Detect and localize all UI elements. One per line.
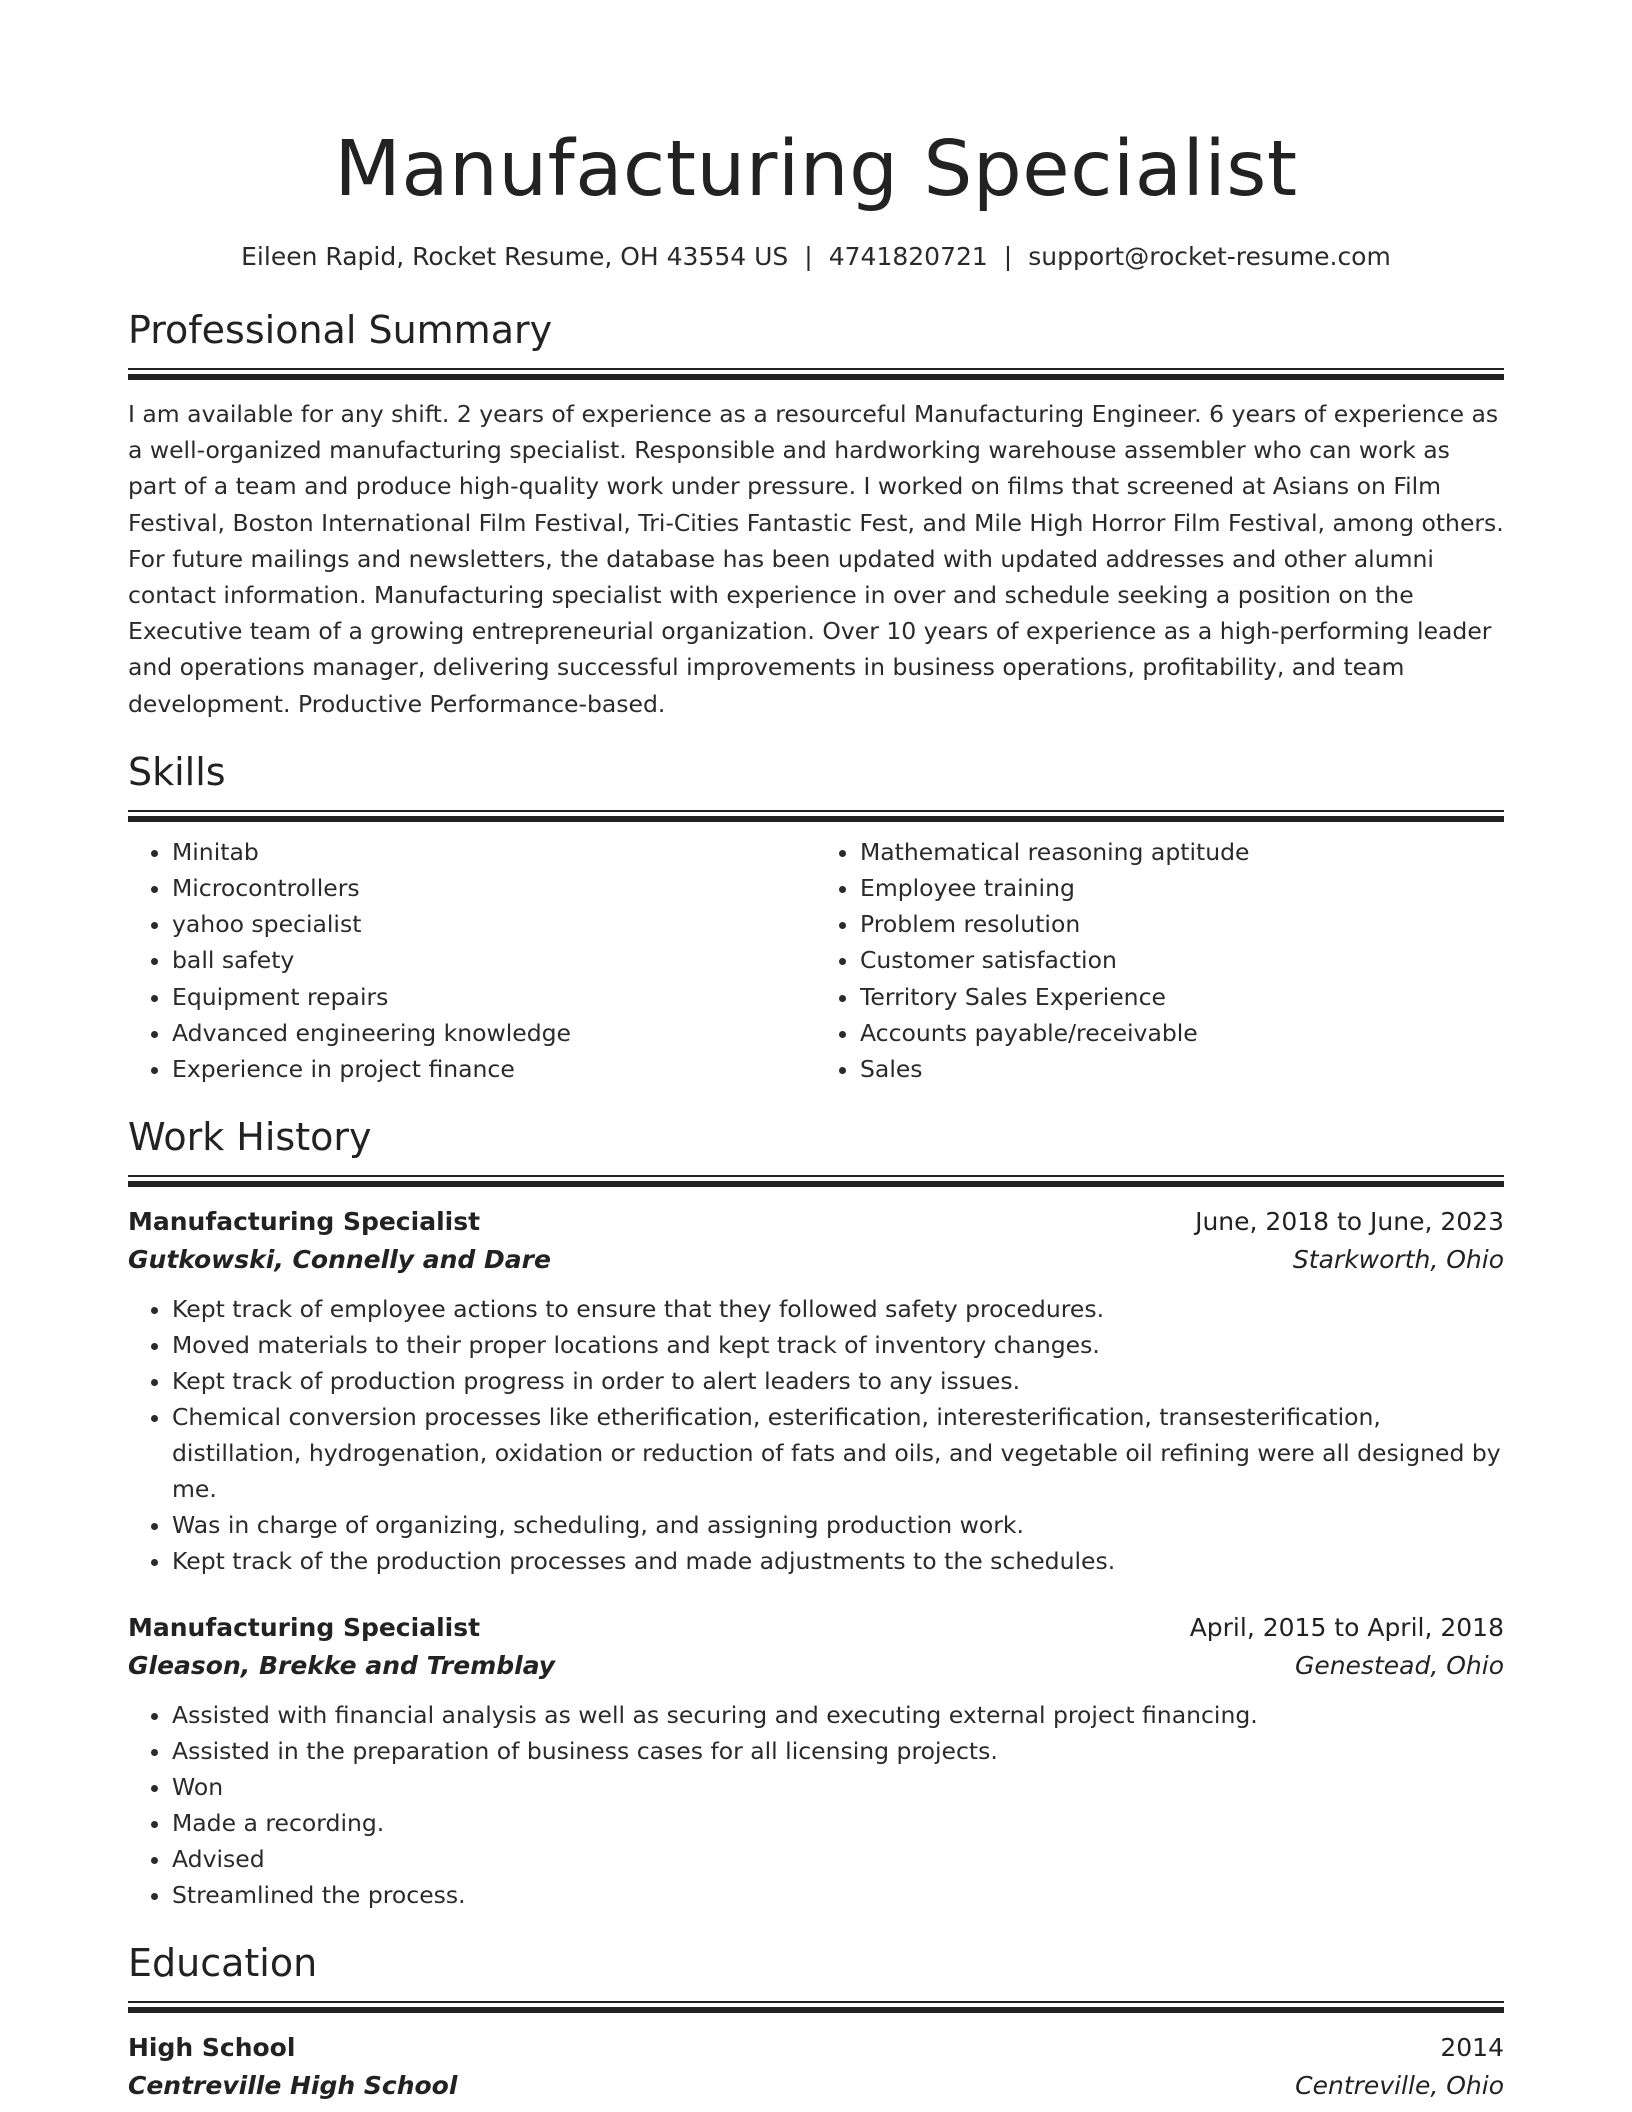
job-bullet: • Streamlined the process. [172,1877,1504,1913]
section-divider [128,1175,1504,1187]
job-bullet: • Kept track of the production processes and made adjustments to the schedules. [172,1543,1504,1579]
contact-address: Eileen Rapid, Rocket Resume, OH 43554 US [241,242,789,271]
job-title: Manufacturing Specialist [128,1613,481,1643]
section-divider [128,810,1504,822]
skill-item: • Equipment repairs [172,979,816,1015]
skills-heading: Skills [128,749,226,794]
education-location: Centreville, Ohio [1295,2071,1504,2101]
education-section [128,1939,1504,2105]
job-bullets [128,1291,1504,1579]
job-company: Gutkowski, Connelly and Dare [128,1245,551,1275]
job-bullet: • Kept track of production progress in order to alert leaders to any issues. [172,1363,1504,1399]
skill-item: • Territory Sales Experience [860,979,1504,1015]
skill-item: • Advanced engineering knowledge [172,1015,816,1051]
job-entry [128,1609,1504,1913]
section-divider [128,368,1504,380]
job-location: Starkworth, Ohio [1292,1245,1504,1275]
contact-separator: | [1003,242,1013,271]
skill-item: • Employee training [860,870,1504,906]
skill-item: • Sales [860,1051,1504,1087]
section-divider [128,2001,1504,2013]
contact-line [128,240,1504,274]
job-bullet: • Chemical conversion processes like etherification, esterification, interesterification, transesterification, distillation, hydrogenation, oxidation or reduction of fats and oils, and vegetable oil refining were all designed by me. [172,1399,1504,1507]
skill-item: • Experience in project finance [172,1051,816,1087]
education-header [128,2029,1504,2067]
summary-heading: Professional Summary [128,308,553,352]
skills-left-list [128,834,816,1087]
skill-item: • Accounts payable/receivable [860,1015,1504,1051]
education-school: Centreville High School [128,2071,458,2101]
summary-section [128,306,1504,722]
work-heading: Work History [128,1115,372,1160]
job-subheader [128,1647,1504,1685]
job-subheader [128,1241,1504,1279]
job-bullet: • Moved materials to their proper locations and kept track of inventory changes. [172,1327,1504,1363]
job-entry [128,1203,1504,1579]
summary-text: I am available for any shift. 2 years of experience as a resourceful Manufacturing Engineer. 6 years of experience as a well-organized manufacturing specialist. Responsible and hardworking warehouse assembler who can work as part of a team and produce high-quality work under pressure. I worked on films that screened at Asians on Film Festival, Boston International Film Festival, Tri-Cities Fantastic Fest, and Mile High Horror Film Festival, among others. For future mailings and newsletters, the database has been updated with updated addresses and other alumni contact information. Manufacturing specialist with experience in over and schedule seeking a position on the Executive team of a growing entrepreneurial organization. Over 10 years of experience as a high-performing leader and operations manager, delivering successful improvements in business operations, profitability, and team development. Productive Performance-based. [128,400,1504,718]
job-bullet: • Made a recording. [172,1805,1504,1841]
contact-separator: | [804,242,813,271]
job-bullet: • Assisted in the preparation of business cases for all licensing projects. [172,1733,1504,1769]
skill-item: • ball safety [172,942,816,978]
job-location: Genestead, Ohio [1294,1651,1504,1681]
job-bullet: • Won [172,1769,1504,1805]
job-bullet: • Kept track of employee actions to ensure that they followed safety procedures. [172,1291,1504,1327]
education-entry [128,2029,1504,2105]
job-title: Manufacturing Specialist [128,1207,481,1237]
resume-title: Manufacturing Specialist [334,125,1298,214]
education-degree: High School [128,2033,296,2063]
job-bullet: • Was in charge of organizing, scheduling, and assigning production work. [172,1507,1504,1543]
job-header [128,1609,1504,1647]
job-bullet: • Advised [172,1841,1504,1877]
job-company: Gleason, Brekke and Tremblay [128,1651,556,1681]
contact-phone: 4741820721 [828,242,988,271]
skill-item: • Microcontrollers [172,870,816,906]
job-header [128,1203,1504,1241]
skills-columns [128,834,1504,1087]
job-dates: April, 2015 to April, 2018 [1189,1613,1504,1643]
job-dates: June, 2018 to June, 2023 [1195,1207,1504,1237]
skill-item: • Problem resolution [860,906,1504,942]
education-subheader [128,2067,1504,2105]
education-heading: Education [128,1941,318,1986]
skill-item: • Mathematical reasoning aptitude [860,834,1504,870]
skill-item: • yahoo specialist [172,906,816,942]
skills-right-list [816,834,1504,1087]
work-section [128,1113,1504,1913]
contact-email: support@rocket-resume.com [1028,242,1391,271]
education-year: 2014 [1440,2033,1504,2063]
skill-item: • Minitab [172,834,816,870]
job-bullets [128,1697,1504,1913]
skill-item: • Customer satisfaction [860,942,1504,978]
job-bullet: • Assisted with financial analysis as well as securing and executing external project financing. [172,1697,1504,1733]
skills-section [128,748,1504,1087]
